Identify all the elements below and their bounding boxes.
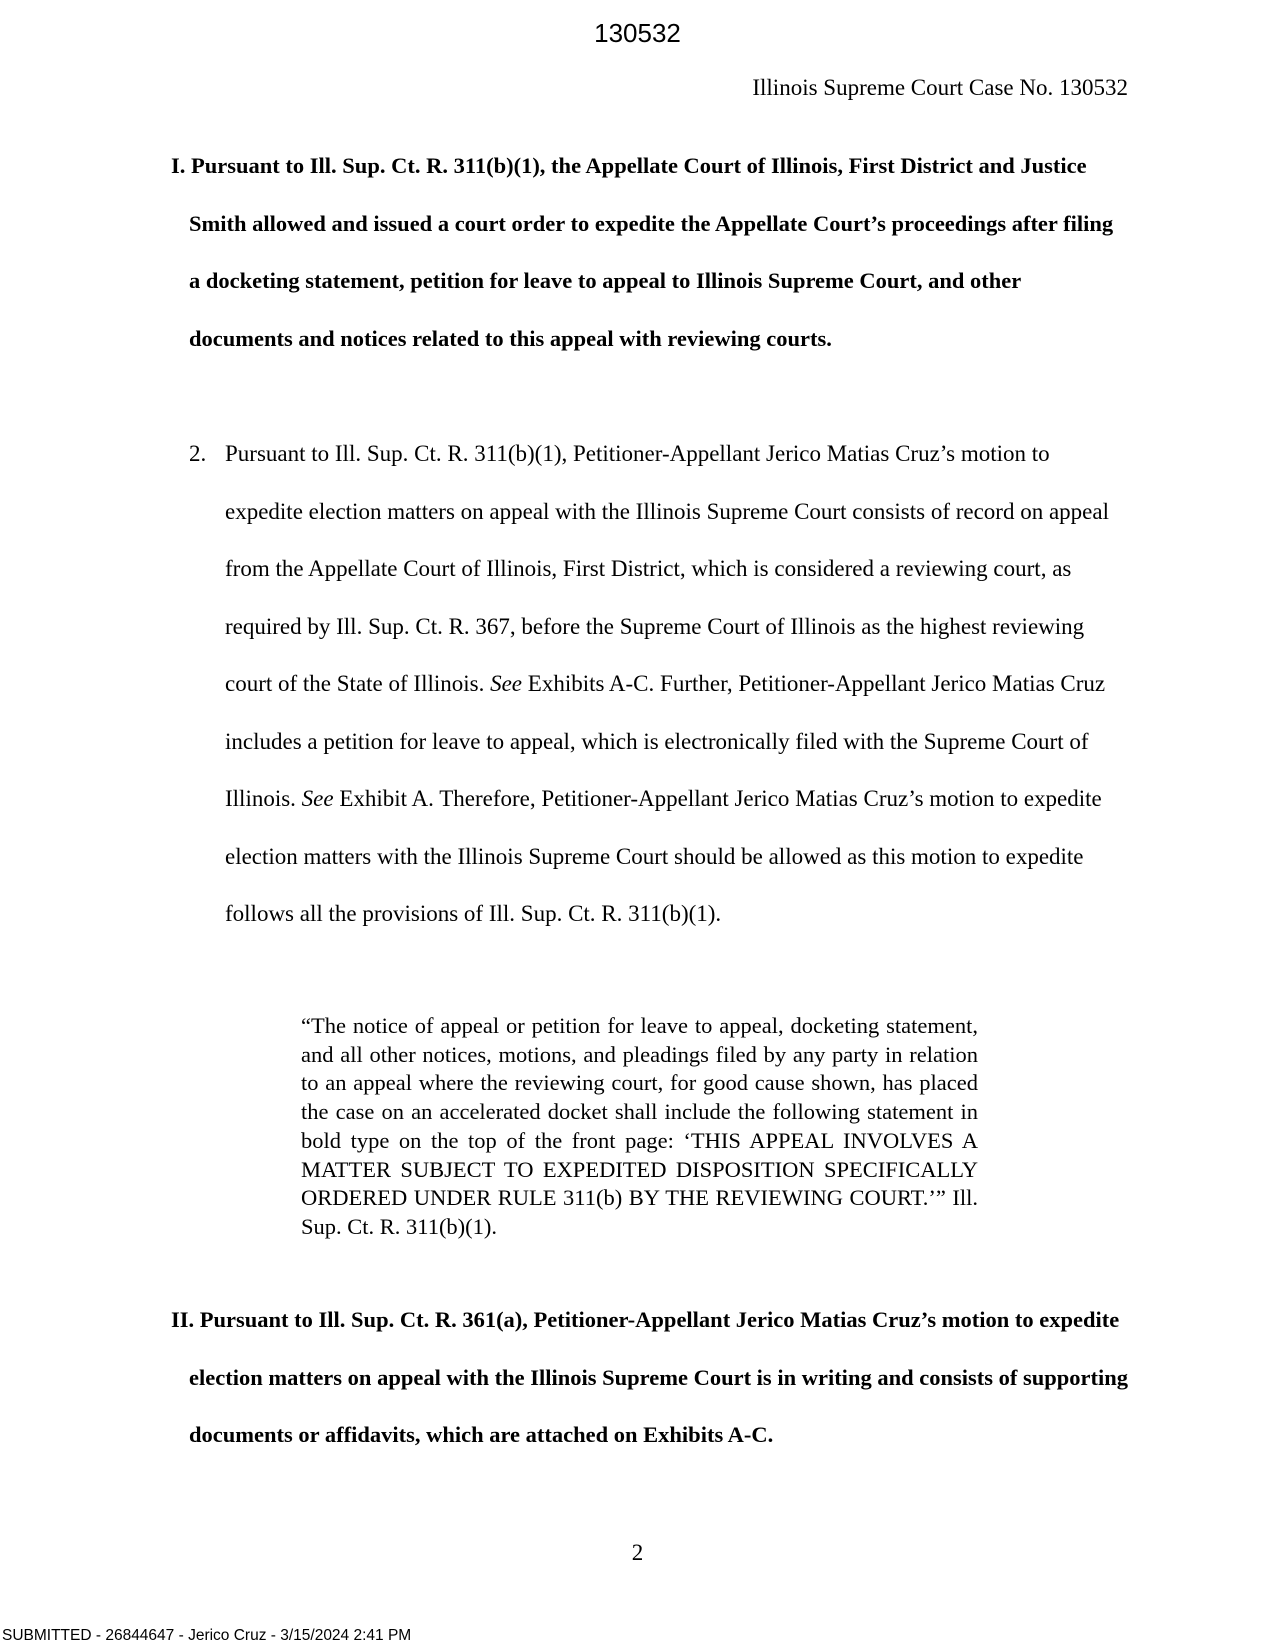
- see-citation-signal-2: See: [301, 786, 334, 811]
- section-heading-two: [171, 1291, 1134, 1464]
- header-document-id: 130532: [594, 18, 681, 48]
- paragraph-number: 2.: [189, 441, 207, 466]
- paragraph-part-2: Exhibits A-C. Further, Petitioner-Appellant Jerico Matias Cruz includes a petition for leave to appeal, which is electronically filed with the Supreme Court of Illinois.: [225, 671, 1106, 811]
- submission-stamp: SUBMITTED - 26844647 - Jerico Cruz - 3/15/2024 2:41 PM: [2, 1627, 412, 1644]
- paragraph-body: [225, 425, 1127, 943]
- section-two-text: Pursuant to Ill. Sup. Ct. R. 361(a), Petitioner-Appellant Jerico Matias Cruz’s motion to expedite election matters on appeal with the Illinois Supreme Court is in writing and consists of supporting documents or affidavits, which are attached on Exhibits A-C.: [189, 1307, 1129, 1447]
- numbered-paragraph-two: [189, 425, 1127, 943]
- section-one-marker: I.: [171, 153, 186, 178]
- paragraph-part-3: Exhibit A. Therefore, Petitioner-Appellant Jerico Matias Cruz’s motion to expedite election matters with the Illinois Supreme Court should be allowed as this motion to expedite follows all the provisions of Ill. Sup. Ct. R. 311(b)(1).: [225, 786, 1102, 926]
- rule-block-quote: “The notice of appeal or petition for leave to appeal, docketing statement, and all other notices, motions, and pleadings filed by any party in relation to an appeal where the reviewing court, for good cause shown, has placed the case on an accelerated docket shall include the following statement in bold type on the top of the front page: ‘THIS APPEAL INVOLVES A MATTER SUBJECT TO EXPEDITED DISPOSITION SPECIFICALLY ORDERED UNDER RULE 311(b) BY THE REVIEWING COURT.’” Ill. Sup. Ct. R. 311(b)(1).: [301, 1013, 978, 1239]
- section-heading-one: [171, 137, 1117, 367]
- footer-page-number: 2: [631, 1540, 644, 1565]
- section-two-marker: II.: [171, 1307, 195, 1332]
- paragraph-part-1: Pursuant to Ill. Sup. Ct. R. 311(b)(1), Petitioner-Appellant Jerico Matias Cruz’s motion to expedite election matters on appeal with the Illinois Supreme Court consists of record on appeal from the Appellate Court of Illinois, First District, which is considered a reviewing court, as required by Ill. Sup. Ct. R. 367, before the Supreme Court of Illinois as the highest reviewing court of the State of Illinois.: [225, 441, 1109, 696]
- section-one-text: Pursuant to Ill. Sup. Ct. R. 311(b)(1), the Appellate Court of Illinois, First District and Justice Smith allowed and issued a court order to expedite the Appellate Court’s proceedings after filing a docketing statement, petition for leave to appeal to Illinois Supreme Court, and other documents and notices related to this appeal with reviewing courts.: [189, 153, 1114, 351]
- see-citation-signal-1: See: [490, 671, 523, 696]
- case-number: Illinois Supreme Court Case No. 130532: [752, 75, 1128, 100]
